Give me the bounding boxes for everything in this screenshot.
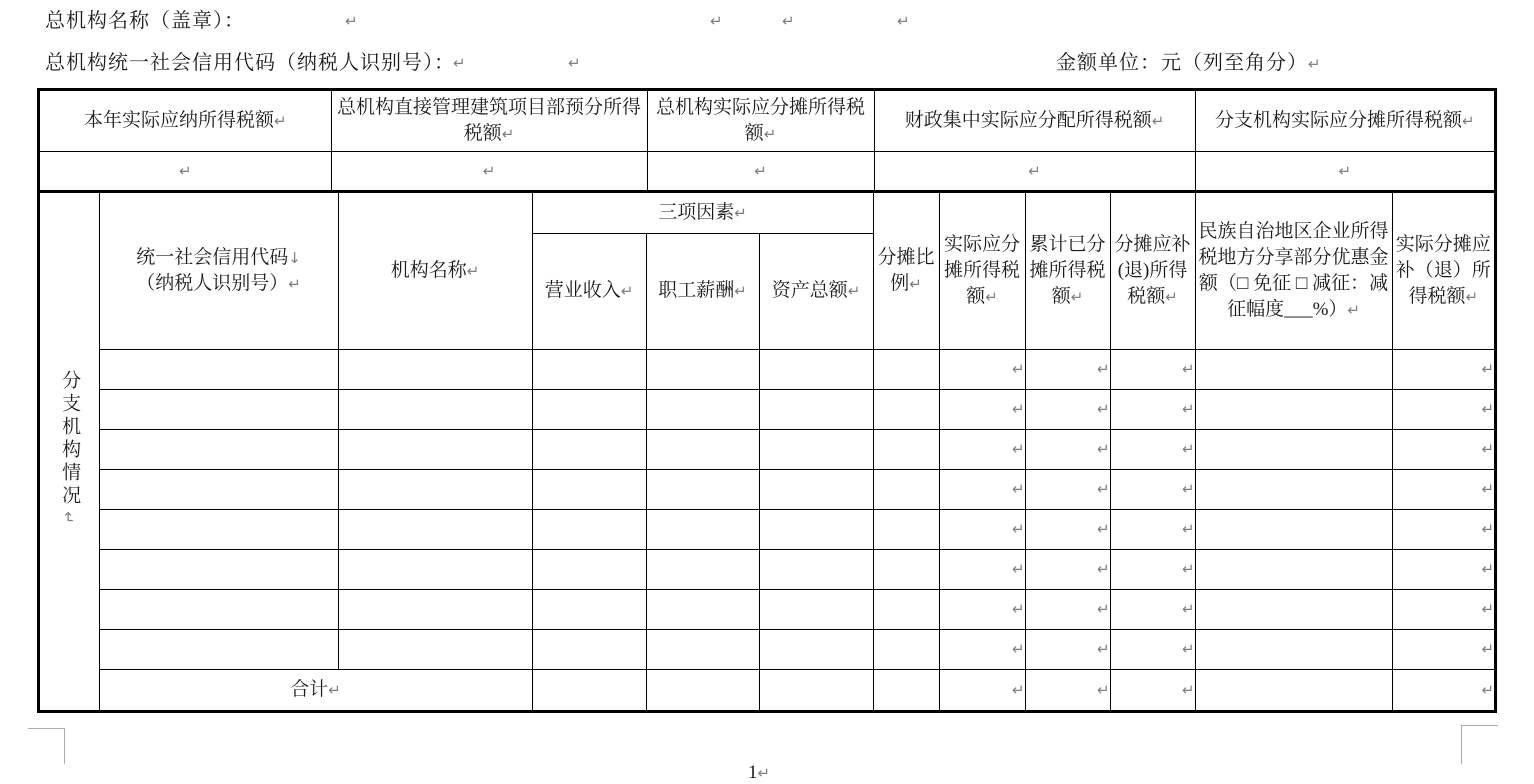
paragraph-mark: ↵ xyxy=(1481,480,1495,498)
cumulative-share-cell[interactable] xyxy=(1025,469,1110,509)
share-supplement-cell[interactable] xyxy=(1110,589,1195,629)
actual-share-cell[interactable] xyxy=(939,509,1025,549)
share-supplement-cell[interactable] xyxy=(1110,389,1195,429)
org-name-cell[interactable] xyxy=(338,549,532,589)
revenue-cell[interactable] xyxy=(532,389,646,429)
paragraph-mark: ↵ xyxy=(1096,440,1110,458)
assets-cell[interactable] xyxy=(759,629,873,669)
paragraph-mark: ↵ xyxy=(328,680,341,699)
ethnic-region-cell[interactable] xyxy=(1195,349,1392,389)
paragraph-mark: ↵ xyxy=(1181,400,1195,418)
actual-share-cell[interactable] xyxy=(939,429,1025,469)
share-supplement-cell[interactable] xyxy=(1110,429,1195,469)
branch-data-row xyxy=(40,629,1494,669)
text-boundary-mark-left xyxy=(28,728,65,764)
branch-data-row xyxy=(40,429,1494,469)
summary-header-row xyxy=(40,91,1494,151)
ratio-cell[interactable] xyxy=(873,469,939,509)
actual-supplement-cell[interactable] xyxy=(1392,589,1494,629)
col-total-assets: 资产总额↵ xyxy=(759,233,873,349)
paragraph-mark: ↵ xyxy=(1028,161,1041,180)
org-name-cell[interactable] xyxy=(338,429,532,469)
paragraph-mark: ↵ xyxy=(1011,520,1025,538)
paragraph-mark: ↵ xyxy=(1096,480,1110,498)
paragraph-mark: ↵ xyxy=(453,54,466,72)
paragraph-mark: ↵ xyxy=(620,282,634,300)
paragraph-mark: ↵ xyxy=(1181,560,1195,578)
revenue-cell[interactable] xyxy=(532,589,646,629)
payroll-cell[interactable] xyxy=(646,629,759,669)
col-credit-code: 统一社会信用代码↓ （纳税人识别号）↵ xyxy=(99,193,338,349)
ethnic-region-cell[interactable] xyxy=(1195,629,1392,669)
col-cumulative-share: 累计已分摊所得税额↵ xyxy=(1025,193,1110,349)
paragraph-mark: ↵ xyxy=(734,282,747,300)
paragraph-mark: ↵ xyxy=(1181,680,1195,699)
actual-share-cell[interactable] xyxy=(939,349,1025,389)
actual-supplement-cell[interactable] xyxy=(1392,389,1494,429)
paragraph-mark: ↵ xyxy=(288,274,301,293)
col-ratio: 分摊比例↵ xyxy=(873,193,939,349)
total-row xyxy=(40,669,1494,710)
paragraph-mark: ↵ xyxy=(847,282,861,300)
ratio-cell[interactable] xyxy=(873,429,939,469)
paragraph-mark: ↵ xyxy=(1011,560,1025,578)
col-share-supplement: 分摊应补(退)所得税额↵ xyxy=(1110,193,1195,349)
org-name-cell[interactable] xyxy=(338,589,532,629)
paragraph-mark: ↵ xyxy=(1181,600,1195,618)
branch-data-row xyxy=(40,509,1494,549)
paragraph-mark: ↵ xyxy=(568,54,581,72)
col-branch-actual-share-tax: 分支机构实际应分摊所得税额↵ xyxy=(1195,91,1494,151)
summary-value-row xyxy=(40,151,1494,190)
revenue-cell[interactable] xyxy=(532,509,646,549)
construction-prepaid-tax-cell[interactable] xyxy=(331,151,647,190)
total-actual-share-cell[interactable] xyxy=(939,669,1025,710)
paragraph-mark: ↵ xyxy=(1011,480,1025,498)
paragraph-mark: ↵ xyxy=(1481,680,1495,699)
branch-data-row xyxy=(40,349,1494,389)
actual-share-cell[interactable] xyxy=(939,549,1025,589)
ratio-cell[interactable] xyxy=(873,589,939,629)
actual-supplement-cell[interactable] xyxy=(1392,629,1494,669)
paragraph-mark: ↵ xyxy=(273,111,287,130)
credit-code-cell[interactable] xyxy=(99,469,338,509)
assets-cell[interactable] xyxy=(759,389,873,429)
paragraph-mark: ↵ xyxy=(59,508,78,527)
paragraph-mark: ↵ xyxy=(897,12,910,30)
total-cumulative-share-cell[interactable] xyxy=(1025,669,1110,710)
share-supplement-cell[interactable] xyxy=(1110,549,1195,589)
paragraph-mark: ↵ xyxy=(734,203,747,222)
credit-code-cell[interactable] xyxy=(99,389,338,429)
total-share-supplement-cell[interactable] xyxy=(1110,669,1195,710)
paragraph-mark: ↵ xyxy=(1347,300,1360,319)
branch-table xyxy=(40,193,1494,710)
branch-data-row xyxy=(40,549,1494,589)
share-supplement-cell[interactable] xyxy=(1110,349,1195,389)
paragraph-mark: ↵ xyxy=(1011,440,1025,458)
paragraph-mark: ↵ xyxy=(1181,440,1195,458)
branch-header-row-1 xyxy=(40,193,1494,233)
credit-code-cell[interactable] xyxy=(99,589,338,629)
assets-cell[interactable] xyxy=(759,549,873,589)
ratio-cell[interactable] xyxy=(873,549,939,589)
paragraph-mark: ↵ xyxy=(754,161,767,180)
paragraph-mark: ↵ xyxy=(1481,600,1495,618)
cumulative-share-cell[interactable] xyxy=(1025,349,1110,389)
paragraph-mark: ↵ xyxy=(1481,440,1495,458)
cumulative-share-cell[interactable] xyxy=(1025,429,1110,469)
ratio-cell[interactable] xyxy=(873,629,939,669)
paragraph-mark: ↵ xyxy=(1096,560,1110,578)
paragraph-mark: ↵ xyxy=(782,12,795,30)
tax-form-table xyxy=(37,88,1497,713)
payroll-cell[interactable] xyxy=(646,509,759,549)
col-construction-prepaid-tax: 总机构直接管理建筑项目部预分所得税额↵ xyxy=(331,91,647,151)
paragraph-mark: ↵ xyxy=(1011,600,1025,618)
actual-share-cell[interactable] xyxy=(939,469,1025,509)
paragraph-mark: ↵ xyxy=(1461,111,1475,130)
paragraph-mark: ↵ xyxy=(482,161,496,180)
actual-supplement-cell[interactable] xyxy=(1392,349,1494,389)
actual-supplement-cell[interactable] xyxy=(1392,509,1494,549)
paragraph-mark: ↵ xyxy=(466,261,480,280)
paragraph-mark: ↵ xyxy=(1070,287,1084,306)
hq-name-label: 总机构名称（盖章）： xyxy=(45,10,245,32)
paragraph-mark: ↵ xyxy=(345,12,358,30)
hq-actual-share-tax-cell[interactable] xyxy=(647,151,874,190)
paragraph-mark: ↵ xyxy=(1338,161,1352,180)
line-break-mark: ↓ xyxy=(288,248,301,267)
ethnic-region-cell[interactable] xyxy=(1195,509,1392,549)
col-hq-actual-share-tax: 总机构实际应分摊所得税额↵ xyxy=(647,91,874,151)
paragraph-mark: ↵ xyxy=(763,124,777,143)
paragraph-mark: ↵ xyxy=(1481,400,1495,418)
paragraph-mark: ↵ xyxy=(1181,640,1195,658)
assets-cell[interactable] xyxy=(759,469,873,509)
revenue-cell[interactable] xyxy=(532,549,646,589)
col-annual-tax-payable: 本年实际应纳所得税额↵ xyxy=(40,91,331,151)
ratio-cell[interactable] xyxy=(873,509,939,549)
paragraph-mark: ↵ xyxy=(1481,560,1495,578)
ethnic-region-cell[interactable] xyxy=(1195,389,1392,429)
revenue-cell[interactable] xyxy=(532,629,646,669)
payroll-cell[interactable] xyxy=(646,349,759,389)
paragraph-mark: ↵ xyxy=(1096,360,1110,378)
credit-code-cell[interactable] xyxy=(99,429,338,469)
ethnic-region-cell[interactable] xyxy=(1195,589,1392,629)
col-payroll: 职工薪酬↵ xyxy=(646,233,759,349)
paragraph-mark: ↵ xyxy=(1481,360,1495,378)
ratio-cell[interactable] xyxy=(873,389,939,429)
paragraph-mark: ↵ xyxy=(1181,480,1195,498)
fiscal-centralized-tax-cell[interactable] xyxy=(874,151,1195,190)
summary-table xyxy=(40,91,1494,190)
branch-section-label: 分支机构情况↵ xyxy=(40,193,99,710)
paragraph-mark: ↵ xyxy=(1465,287,1479,306)
revenue-cell[interactable] xyxy=(532,469,646,509)
paragraph-mark: ↵ xyxy=(1096,400,1110,418)
col-revenue: 营业收入↵ xyxy=(532,233,646,349)
ethnic-region-cell[interactable] xyxy=(1195,469,1392,509)
credit-code-cell[interactable] xyxy=(99,509,338,549)
actual-share-cell[interactable] xyxy=(939,629,1025,669)
ethnic-region-cell[interactable] xyxy=(1195,429,1392,469)
paragraph-mark: ↵ xyxy=(1481,520,1495,538)
hq-credit-code-label: 总机构统一社会信用代码（纳税人识别号）： xyxy=(45,52,455,74)
paragraph-mark: ↵ xyxy=(1181,360,1195,378)
cumulative-share-cell[interactable] xyxy=(1025,549,1110,589)
actual-supplement-cell[interactable] xyxy=(1392,469,1494,509)
col-fiscal-centralized-tax: 财政集中实际应分配所得税额↵ xyxy=(874,91,1195,151)
share-supplement-cell[interactable] xyxy=(1110,509,1195,549)
revenue-cell[interactable] xyxy=(532,349,646,389)
payroll-cell[interactable] xyxy=(646,589,759,629)
col-actual-supplement: 实际分摊应补（退）所得税额↵ xyxy=(1392,193,1494,349)
org-name-cell[interactable] xyxy=(338,509,532,549)
actual-share-cell[interactable] xyxy=(939,589,1025,629)
total-ethnic-region-cell[interactable] xyxy=(1195,669,1392,710)
total-label-cell: 合计↵ xyxy=(99,669,532,710)
cumulative-share-cell[interactable] xyxy=(1025,629,1110,669)
total-payroll-cell[interactable] xyxy=(646,669,759,710)
annual-tax-payable-cell[interactable] xyxy=(40,151,331,190)
paragraph-mark: ↵ xyxy=(757,764,771,782)
actual-supplement-cell[interactable] xyxy=(1392,549,1494,589)
paragraph-mark: ↵ xyxy=(1011,680,1025,699)
text-boundary-mark-right xyxy=(1461,725,1498,764)
share-supplement-cell[interactable] xyxy=(1110,629,1195,669)
paragraph-mark: ↵ xyxy=(1011,400,1025,418)
amount-unit-label: 金额单位：元（列至角分）↵ xyxy=(1056,52,1322,74)
paragraph-mark: ↵ xyxy=(1181,520,1195,538)
payroll-cell[interactable] xyxy=(646,549,759,589)
total-revenue-cell[interactable] xyxy=(532,669,646,710)
credit-code-cell[interactable] xyxy=(99,629,338,669)
ratio-cell[interactable] xyxy=(873,349,939,389)
page-number: 1↵ xyxy=(748,762,771,783)
total-ratio-cell[interactable] xyxy=(873,669,939,710)
cumulative-share-cell[interactable] xyxy=(1025,389,1110,429)
branch-data-row xyxy=(40,589,1494,629)
share-supplement-cell[interactable] xyxy=(1110,469,1195,509)
col-ethnic-region-discount: 民族自治地区企业所得税地方分享部分优惠金额（□ 免征 □ 减征：减征幅度___%）↵ xyxy=(1195,193,1392,349)
paragraph-mark: ↵ xyxy=(1096,680,1110,699)
paragraph-mark: ↵ xyxy=(501,124,515,143)
paragraph-mark: ↵ xyxy=(1096,600,1110,618)
org-name-cell[interactable] xyxy=(338,349,532,389)
payroll-cell[interactable] xyxy=(646,389,759,429)
col-actual-share: 实际应分摊所得税额↵ xyxy=(939,193,1025,349)
paragraph-mark: ↵ xyxy=(1096,640,1110,658)
assets-cell[interactable] xyxy=(759,509,873,549)
org-name-cell[interactable] xyxy=(338,469,532,509)
payroll-cell[interactable] xyxy=(646,469,759,509)
branch-data-row xyxy=(40,389,1494,429)
paragraph-mark: ↵ xyxy=(909,274,922,293)
col-three-factors: 三项因素↵ xyxy=(532,193,873,233)
org-name-cell[interactable] xyxy=(338,629,532,669)
paragraph-mark: ↵ xyxy=(1096,520,1110,538)
actual-share-cell[interactable] xyxy=(939,389,1025,429)
assets-cell[interactable] xyxy=(759,429,873,469)
assets-cell[interactable] xyxy=(759,589,873,629)
paragraph-mark: ↵ xyxy=(985,287,998,306)
org-name-cell[interactable] xyxy=(338,389,532,429)
payroll-cell[interactable] xyxy=(646,429,759,469)
total-assets-cell[interactable] xyxy=(759,669,873,710)
credit-code-cell[interactable] xyxy=(99,549,338,589)
paragraph-mark: ↵ xyxy=(1165,287,1178,306)
paragraph-mark: ↵ xyxy=(1011,360,1025,378)
branch-actual-share-tax-cell[interactable] xyxy=(1195,151,1494,190)
actual-supplement-cell[interactable] xyxy=(1392,429,1494,469)
cumulative-share-cell[interactable] xyxy=(1025,509,1110,549)
branch-data-row xyxy=(40,469,1494,509)
paragraph-mark: ↵ xyxy=(1151,111,1165,130)
total-actual-supplement-cell[interactable] xyxy=(1392,669,1494,710)
paragraph-mark: ↵ xyxy=(710,12,723,30)
paragraph-mark: ↵ xyxy=(1481,640,1495,658)
paragraph-mark: ↵ xyxy=(1308,55,1322,73)
cumulative-share-cell[interactable] xyxy=(1025,589,1110,629)
revenue-cell[interactable] xyxy=(532,429,646,469)
paragraph-mark: ↵ xyxy=(1011,640,1025,658)
credit-code-cell[interactable] xyxy=(99,349,338,389)
ethnic-region-cell[interactable] xyxy=(1195,549,1392,589)
col-org-name: 机构名称↵ xyxy=(338,193,532,349)
assets-cell[interactable] xyxy=(759,349,873,389)
paragraph-mark: ↵ xyxy=(178,161,192,180)
